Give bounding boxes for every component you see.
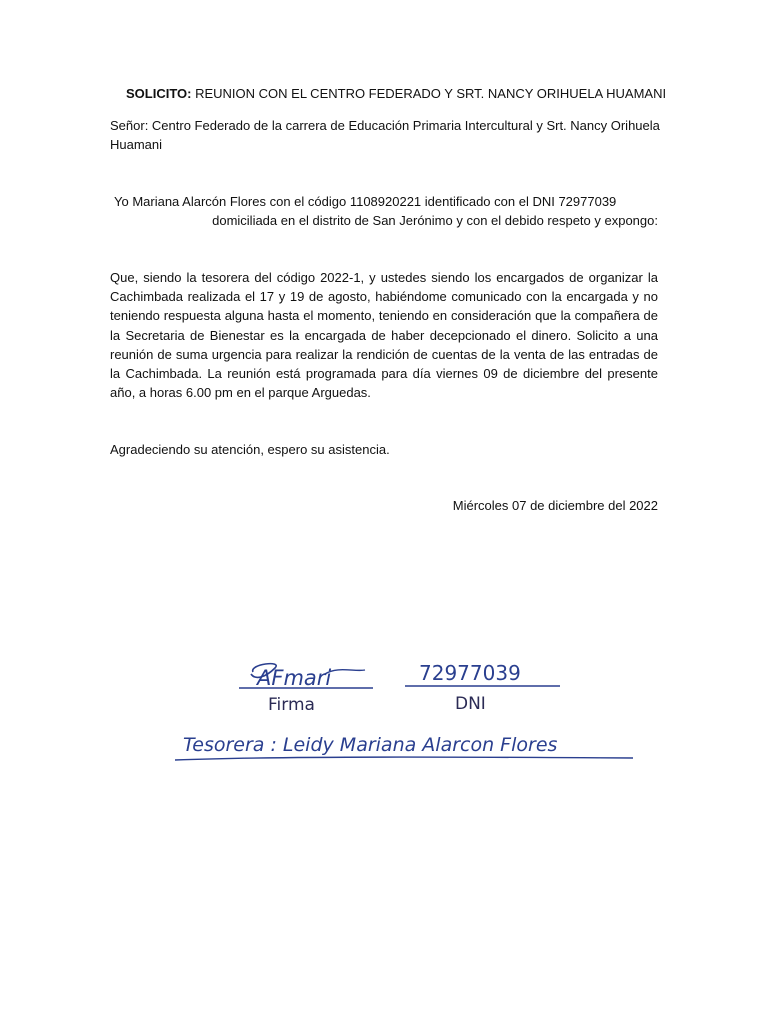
closing-line: Agradeciendo su atención, espero su asistencia. xyxy=(110,442,390,457)
subject-label: SOLICITO: xyxy=(126,86,192,101)
treasurer-underline xyxy=(175,757,633,760)
intro-line-2: domiciliada en el distrito de San Jerónimo y con el debido respeto y expongo: xyxy=(212,213,658,228)
signature-label: Firma xyxy=(268,695,315,715)
intro-line-1: Yo Mariana Alarcón Flores con el código 1108920221 identificado con el DNI 72977039 xyxy=(114,194,617,209)
date-line: Miércoles 07 de diciembre del 2022 xyxy=(452,498,658,513)
dni-label: DNI xyxy=(455,694,486,714)
subject-line xyxy=(126,86,666,101)
subject-text: REUNION CON EL CENTRO FEDERADO Y SRT. NANCY ORIHUELA HUAMANI xyxy=(191,86,667,101)
body-paragraph: Que, siendo la tesorera del código 2022-1, y ustedes siendo los encargados de organizar la Cachimbada realizada el 17 y 19 de agosto, habiéndome comunicado con la encargada y no teniendo respuesta alguna hasta el momento, teniendo en consideración que la compañera de la Secretaria de Bienestar es la encargada de haber decepcionado el dinero. Solicito a una reunión de suma urgencia para realizar la rendición de cuentas de la venta de las entradas de la Cachimbada. La reunión está programada para día viernes 09 de diciembre del presente año, a horas 6.00 pm en el parque Arguedas. xyxy=(110,270,658,401)
signature-text: AFmari xyxy=(257,666,332,690)
treasurer-line: Tesorera : Leidy Mariana Alarcon Flores xyxy=(183,734,558,756)
signature-block xyxy=(165,610,657,805)
intro-paragraph xyxy=(110,192,658,230)
dni-value: 72977039 xyxy=(419,661,521,685)
addressee: Señor: Centro Federado de la carrera de Educación Primaria Intercultural y Srt. Nancy Orihuela Huamani xyxy=(110,118,660,152)
signature-drawing xyxy=(165,610,657,805)
handwritten-signature xyxy=(251,664,365,690)
